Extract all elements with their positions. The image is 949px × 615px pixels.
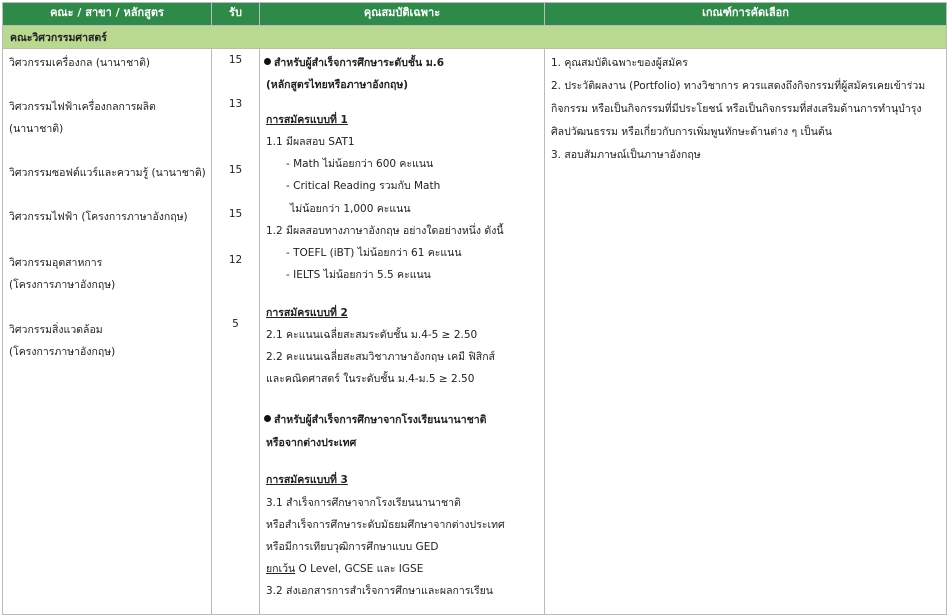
program-cell [3, 49, 212, 615]
m1-1a: - Math ไม่น้อยกว่า 600 คะแนน [286, 158, 434, 170]
m1-1: 1.1 มีผลสอบ SAT1 [266, 136, 355, 148]
header-program: คณะ / สาขา / หลักสูตร [3, 3, 212, 26]
criteria-3: 3. สอบสัมภาษณ์เป็นภาษาอังกฤษ [551, 149, 701, 161]
header-qualification: คุณสมบัติเฉพาะ [260, 3, 545, 26]
program-5-seats: 12 [228, 254, 243, 266]
group1-title: สำหรับผู้สำเร็จการศึกษาระดับชั้น ม.6 [274, 57, 445, 69]
group2-title: สำหรับผู้สำเร็จการศึกษาจากโรงเรียนนานาชาติ [274, 414, 487, 426]
m1-1b: - Critical Reading รวมกับ Math [286, 180, 441, 192]
group2-heading [264, 411, 486, 428]
faculty-name: คณะวิศวกรรมศาสตร์ [3, 26, 947, 49]
program-6-name-line2: (โครงการภาษาอังกฤษ) [9, 346, 116, 358]
m1-2: 1.2 มีผลสอบทางภาษาอังกฤษ อย่างใดอย่างหนึ่ง ดังนี้ [266, 225, 504, 237]
criteria-2c: ศิลปวัฒนธรรม หรือเกี่ยวกับการเพิ่มพูนทักษะด้านต่าง ๆ เป็นต้น [551, 126, 832, 138]
program-2-seats: 13 [228, 98, 243, 110]
criteria-cell [545, 49, 947, 615]
program-2-name: วิศวกรรมไฟฟ้าเครื่องกลการผลิต [9, 101, 156, 113]
header-row [3, 3, 947, 26]
program-4-seats: 15 [228, 208, 243, 220]
m1-2b: - IELTS ไม่น้อยกว่า 5.5 คะแนน [286, 269, 431, 281]
header-criteria: เกณฑ์การคัดเลือก [545, 3, 947, 26]
group2-subtitle: หรือจากต่างประเทศ [266, 437, 357, 449]
bullet-icon [264, 58, 271, 65]
faculty-row [3, 26, 947, 49]
m2-1: 2.1 คะแนนเฉลี่ยสะสมระดับชั้น ม.4-5 ≥ 2.50 [266, 329, 478, 341]
m2-2b: และคณิตศาสตร์ ในระดับชั้น ม.4-ม.5 ≥ 2.50 [266, 373, 475, 385]
program-6-seats: 5 [232, 318, 239, 330]
program-3-name: วิศวกรรมซอฟต์แวร์และความรู้ (นานาชาติ) [9, 167, 206, 179]
program-row [3, 49, 947, 615]
method3-title: การสมัครแบบที่ 3 [266, 474, 348, 486]
program-3-seats: 15 [228, 164, 243, 176]
criteria-2b: กิจกรรม หรือเป็นกิจกรรมที่มีประโยชน์ หรือเป็นกิจกรรมที่ส่งเสริมด้านการทำนุบำรุง [551, 103, 922, 115]
m3-2: 3.2 ส่งเอกสารการสำเร็จการศึกษาและผลการเรียน [266, 585, 493, 597]
program-5-name-line2: (โครงการภาษาอังกฤษ) [9, 279, 116, 291]
admission-table [2, 2, 947, 615]
method1-title: การสมัครแบบที่ 1 [266, 114, 348, 126]
m3-except-rest: O Level, GCSE และ IGSE [295, 563, 424, 575]
group1-heading [264, 54, 444, 71]
m3-except-line [266, 560, 423, 577]
seats-cell [212, 49, 260, 615]
m3-1: 3.1 สำเร็จการศึกษาจากโรงเรียนนานาชาติ [266, 497, 461, 509]
program-4-name: วิศวกรรมไฟฟ้า (โครงการภาษาอังกฤษ) [9, 211, 188, 223]
m3-1b: หรือสำเร็จการศึกษาระดับมัธยมศึกษาจากต่างประเทศ [266, 519, 505, 531]
group1-subtitle: (หลักสูตรไทยหรือภาษาอังกฤษ) [266, 79, 409, 91]
m2-2: 2.2 คะแนนเฉลี่ยสะสมวิชาภาษาอังกฤษ เคมี ฟิสิกส์ [266, 351, 495, 363]
program-6-name: วิศวกรรมสิ่งแวดล้อม [9, 324, 103, 336]
program-1-name: วิศวกรรมเครื่องกล (นานาชาติ) [9, 57, 151, 69]
header-seats: รับ [212, 3, 260, 26]
criteria-1: 1. คุณสมบัติเฉพาะของผู้สมัคร [551, 57, 688, 69]
qualification-cell [260, 49, 545, 615]
bullet-icon [264, 415, 271, 422]
m3-except: ยกเว้น [266, 563, 296, 575]
method2-title: การสมัครแบบที่ 2 [266, 307, 348, 319]
program-5-name: วิศวกรรมอุตสาหการ [9, 257, 103, 269]
m1-1c: ไม่น้อยกว่า 1,000 คะแนน [290, 203, 411, 215]
m1-2a: - TOEFL (iBT) ไม่น้อยกว่า 61 คะแนน [286, 247, 462, 259]
program-1-seats: 15 [228, 54, 243, 66]
program-2-name-line2: (นานาชาติ) [9, 123, 64, 135]
criteria-2a: 2. ประวัติผลงาน (Portfolio) ทางวิชาการ ควรแสดงถึงกิจกรรมที่ผู้สมัครเคยเข้าร่วม [551, 80, 926, 92]
m3-1c: หรือมีการเทียบวุฒิการศึกษาแบบ GED [266, 541, 439, 553]
